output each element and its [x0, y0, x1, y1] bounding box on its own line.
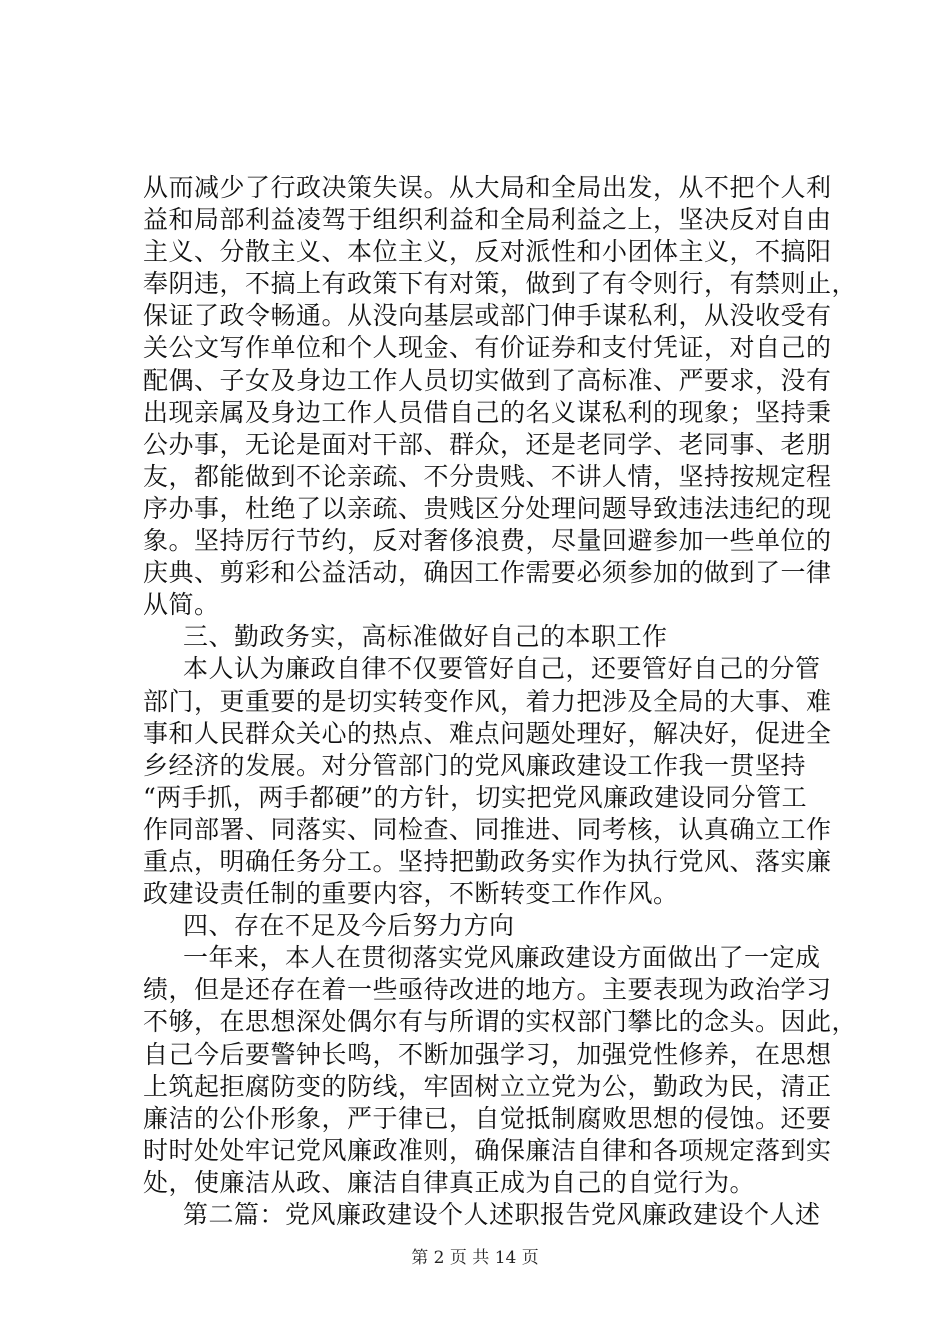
document-body	[143, 172, 858, 1231]
text-line: “两手抓，两手都硬”的方针，切实把党风廉政建设同分管工	[143, 782, 808, 812]
text-line: 出现亲属及身边工作人员借自己的名义谋私利的现象；坚持秉	[143, 397, 832, 427]
text-line: 益和局部利益凌驾于组织利益和全局利益之上，坚决反对自由	[143, 205, 832, 235]
text-line: 从而减少了行政决策失误。从大局和全局出发，从不把个人利	[143, 173, 832, 202]
text-line: 事和人民群众关心的热点、难点问题处理好，解决好，促进全	[143, 718, 832, 748]
text-line: 重点，明确任务分工。坚持把勤政务实作为执行党风、落实廉	[143, 846, 832, 876]
text-line: 本人认为廉政自律不仅要管好自己，还要管好自己的分管	[183, 654, 821, 684]
text-line: 不够，在思想深处偶尔有与所谓的实权部门攀比的念头。因此，	[143, 1007, 858, 1037]
text-line: 绩，但是还存在着一些亟待改进的地方。主要表现为政治学习	[143, 975, 832, 1005]
text-line: 处，使廉洁从政、廉洁自律真正成为自己的自觉行为。	[143, 1167, 756, 1197]
text-line: 自己今后要警钟长鸣，不断加强学习，加强党性修养，在思想	[143, 1039, 832, 1069]
text-line: 主义、分散主义、本位主义，反对派性和小团体主义，不搞阳	[143, 237, 832, 267]
text-line: 乡经济的发展。对分管部门的党风廉政建设工作我一贯坚持	[143, 750, 807, 780]
text-line: 友，都能做到不论亲疏、不分贵贱、不讲人情，坚持按规定程	[143, 461, 832, 491]
page-footer: 第 2 页 共 14 页	[411, 1248, 539, 1268]
text-line: 关公文写作单位和个人现金、有价证券和支付凭证，对自己的	[143, 333, 832, 363]
text-line: 公办事，无论是面对干部、群众，还是老同学、老同事、老朋	[143, 429, 832, 459]
text-line: 配偶、子女及身边工作人员切实做到了高标准、严要求，没有	[143, 365, 832, 395]
text-line: 奉阴违，不搞上有政策下有对策，做到了有令则行，有禁则止，	[143, 269, 858, 299]
text-line: 庆典、剪彩和公益活动，确因工作需要必须参加的做到了一律	[143, 558, 832, 588]
text-line: 政建设责任制的重要内容，不断转变工作作风。	[143, 879, 679, 909]
text-line: 三、勤政务实，高标准做好自己的本职工作	[183, 622, 668, 652]
text-line: 部门，更重要的是切实转变作风，着力把涉及全局的大事、难	[143, 686, 832, 716]
text-line: 时时处处牢记党风廉政准则，确保廉洁自律和各项规定落到实	[143, 1135, 832, 1165]
text-line: 上筑起拒腐防变的防线，牢固树立立党为公，勤政为民，清正	[143, 1071, 832, 1101]
text-line: 廉洁的公仆形象，严于律已，自觉抵制腐败思想的侵蚀。还要	[143, 1103, 832, 1133]
text-line: 保证了政令畅通。从没向基层或部门伸手谋私利，从没收受有	[143, 301, 832, 331]
text-line: 序办事，杜绝了以亲疏、贵贱区分处理问题导致违法违纪的现	[143, 493, 832, 523]
text-line: 象。坚持厉行节约，反对奢侈浪费，尽量回避参加一些单位的	[143, 526, 832, 556]
text-line: 第二篇：党风廉政建设个人述职报告党风廉政建设个人述	[183, 1200, 821, 1229]
text-line: 一年来，本人在贯彻落实党风廉政建设方面做出了一定成	[183, 943, 821, 973]
text-line: 作同部署、同落实、同检查、同推进、同考核，认真确立工作	[143, 814, 832, 844]
text-line: 四、存在不足及今后努力方向	[183, 911, 515, 941]
text-line: 从简。	[143, 590, 220, 620]
